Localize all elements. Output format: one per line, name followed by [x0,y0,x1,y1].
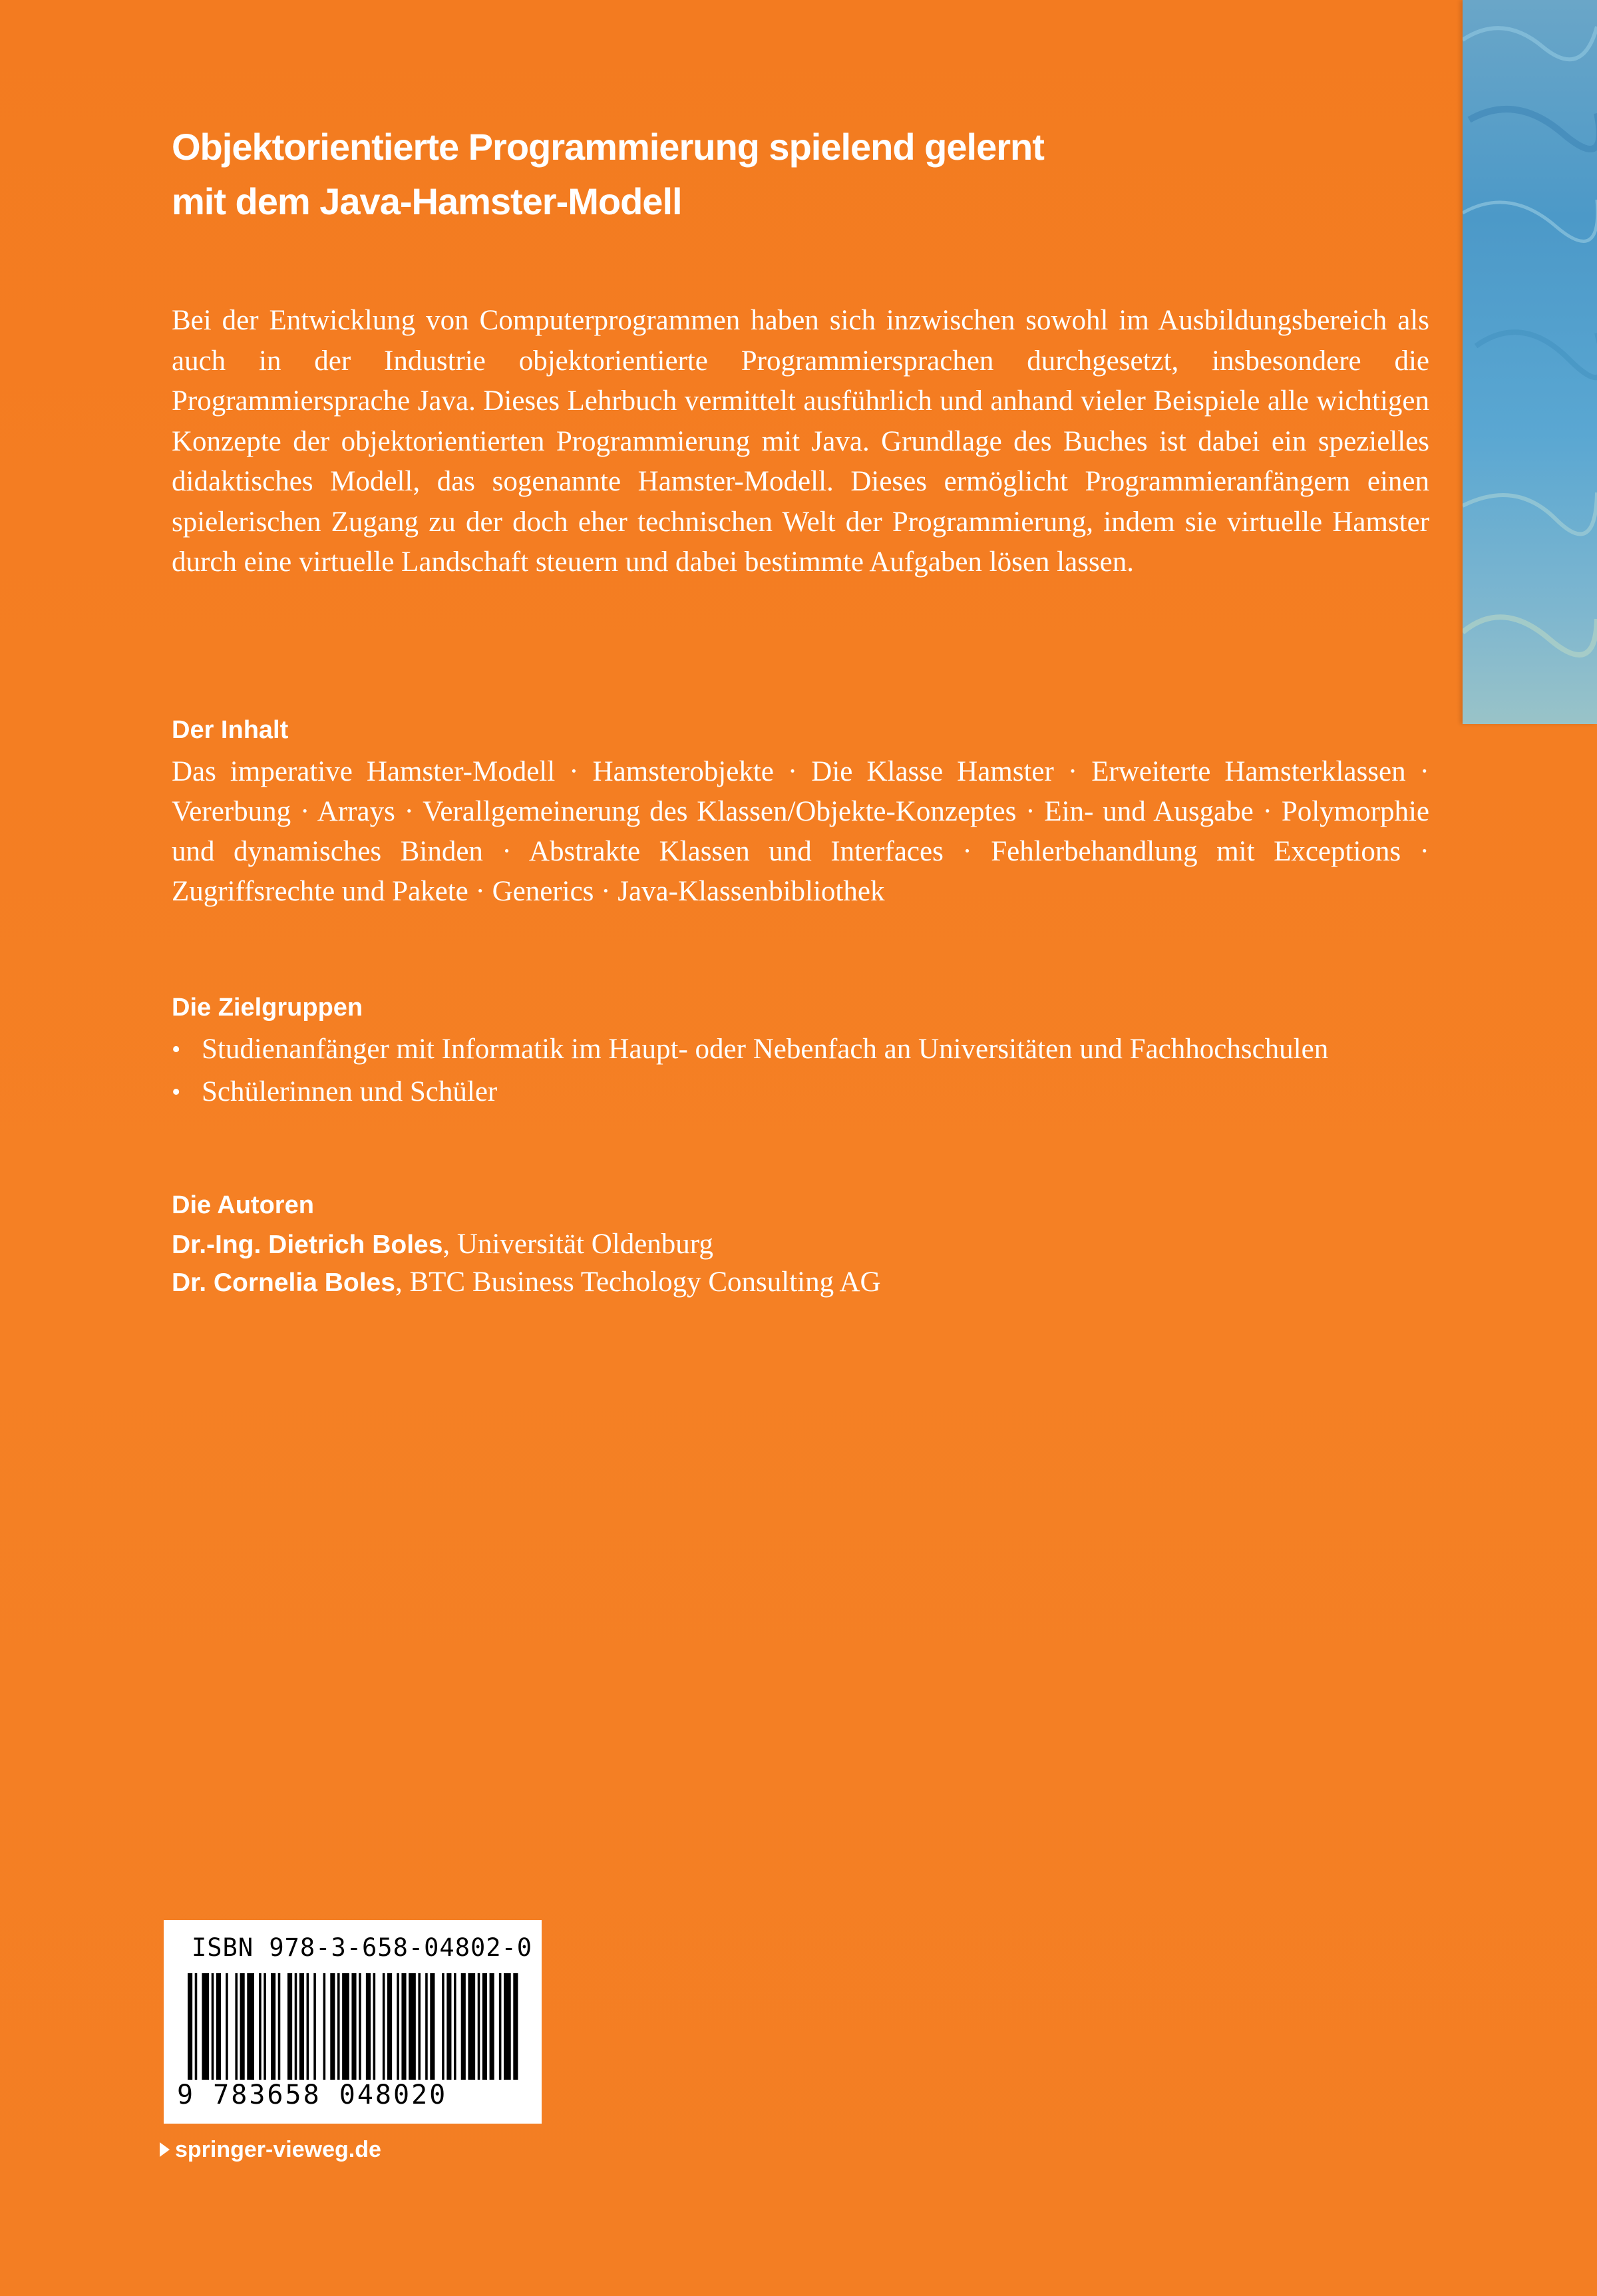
barcode-bar [490,1973,494,2080]
barcode-bar [387,1973,392,2080]
list-item: • Schülerinnen und Schüler [172,1072,1429,1112]
barcode-bar [383,1973,385,2080]
barcode-bar [504,1973,511,2080]
barcode-bar [442,1973,444,2080]
barcode-bar [359,1973,361,2080]
strip-texture [1463,0,1597,724]
title-line-2: mit dem Java-Hamster-Modell [172,180,682,222]
barcode-bar [418,1973,421,2080]
barcode-bar [337,1973,340,2080]
barcode-bar [499,1973,502,2080]
author-name: Dr.-Ing. Dietrich Boles [172,1231,443,1259]
cover-image-strip [1463,0,1597,724]
barcode-icon [188,1973,520,2080]
barcode-bar [461,1973,466,2080]
barcode-bar [226,1973,228,2080]
author-name: Dr. Cornelia Boles [172,1268,395,1297]
author-entry [172,1226,1429,1264]
intro-paragraph: Bei der Entwicklung von Computerprogrammen haben sich inzwischen sowohl im Ausbildungsbereich als auch in der Industrie objektorientierte Programmiersprachen durchgesetzt, insbesondere die Programmiersprache Java. Dieses Lehrbuch vermittelt ausführlich und anhand vieler Beispiele alle wichtigen Konzepte der objektorientierten Programmierung mit Java. Grundlage des Buches ist dabei ein spezielles didaktisches Modell, das sogenannte Hamster-Modell. Dieses ermöglicht Programmieranfängern einen spielerischen Zugang zu der doch eher technischen Welt der Programmierung, indem sie virtuelle Hamster durch eine virtuelle Landschaft steuern und dabei bestimmte Aufgaben lösen lassen. [172,305,1429,578]
target-group-list [172,1030,1429,1115]
list-item: • Studienanfänger mit Informatik im Haupt- oder Nebenfach an Universitäten und Fachhochschulen [172,1030,1429,1069]
isbn-barcode-box [164,1920,542,2124]
content-heading: Der Inhalt [172,716,289,744]
barcode-bar [278,1973,281,2080]
authors-list [172,1226,1429,1302]
book-title [172,120,1436,229]
barcode-bar [247,1973,254,2080]
barcode-bar [259,1973,262,2080]
barcode-bar [454,1973,456,2080]
title-line-1: Objektorientierte Programmierung spielend gelernt [172,126,1044,168]
barcode-bar [287,1973,292,2080]
barcode-bar [351,1973,356,2080]
target-group-heading: Die Zielgruppen [172,994,363,1022]
barcode-bar [397,1973,399,2080]
barcode-bar [478,1973,480,2080]
barcode-bar [513,1973,518,2080]
publisher-url: springer-vieweg.de [175,2137,381,2162]
barcode-bar [323,1973,326,2080]
barcode-digits: 9 783658 048020 [177,2080,448,2110]
barcode-bar [482,1973,487,2080]
content-paragraph: Das imperative Hamster-Modell · Hamsterobjekte · Die Klasse Hamster · Erweiterte Hamsterklassen · Vererbung · Arrays · Verallgemeinerung des Klassen/Objekte-Konzeptes · Ein- und Ausgabe · Polymorphie und dynamisches Binden · Abstrakte Klassen und Interfaces · Fehlerbehandlung mit Exceptions · Zugriffsrechte und Pakete · Generics · Java-Klassenbibliothek [172,756,1429,907]
barcode-bar [235,1973,238,2080]
barcode-bar [216,1973,221,2080]
author-entry [172,1264,1429,1302]
barcode-bar [330,1973,335,2080]
isbn-label: ISBN 978-3-658-04802-0 [192,1933,533,1962]
barcode-bar [313,1973,316,2080]
barcode-bar [366,1973,371,2080]
barcode-bar [307,1973,309,2080]
barcode-bar [446,1973,451,2080]
barcode-bar [295,1973,297,2080]
barcode-bar [202,1973,209,2080]
barcode-bar [271,1973,275,2080]
barcode-bar [401,1973,406,2080]
barcode-bar [240,1973,245,2080]
author-affiliation: , Universität Oldenburg [443,1229,713,1260]
barcode-bar [430,1973,435,2080]
barcode-bar [373,1973,376,2080]
barcode-bar [468,1973,475,2080]
barcode-bar [409,1973,416,2080]
barcode-bar [425,1973,428,2080]
authors-heading: Die Autoren [172,1191,314,1219]
barcode-bar [264,1973,266,2080]
barcode-bar [342,1973,349,2080]
barcode-bar [188,1973,192,2080]
publisher-link[interactable] [160,2134,381,2165]
barcode-bar [195,1973,198,2080]
author-affiliation: , BTC Business Techology Consulting AG [395,1266,881,1298]
arrow-right-icon [160,2142,170,2157]
barcode-bar [299,1973,304,2080]
barcode-bar [212,1973,214,2080]
